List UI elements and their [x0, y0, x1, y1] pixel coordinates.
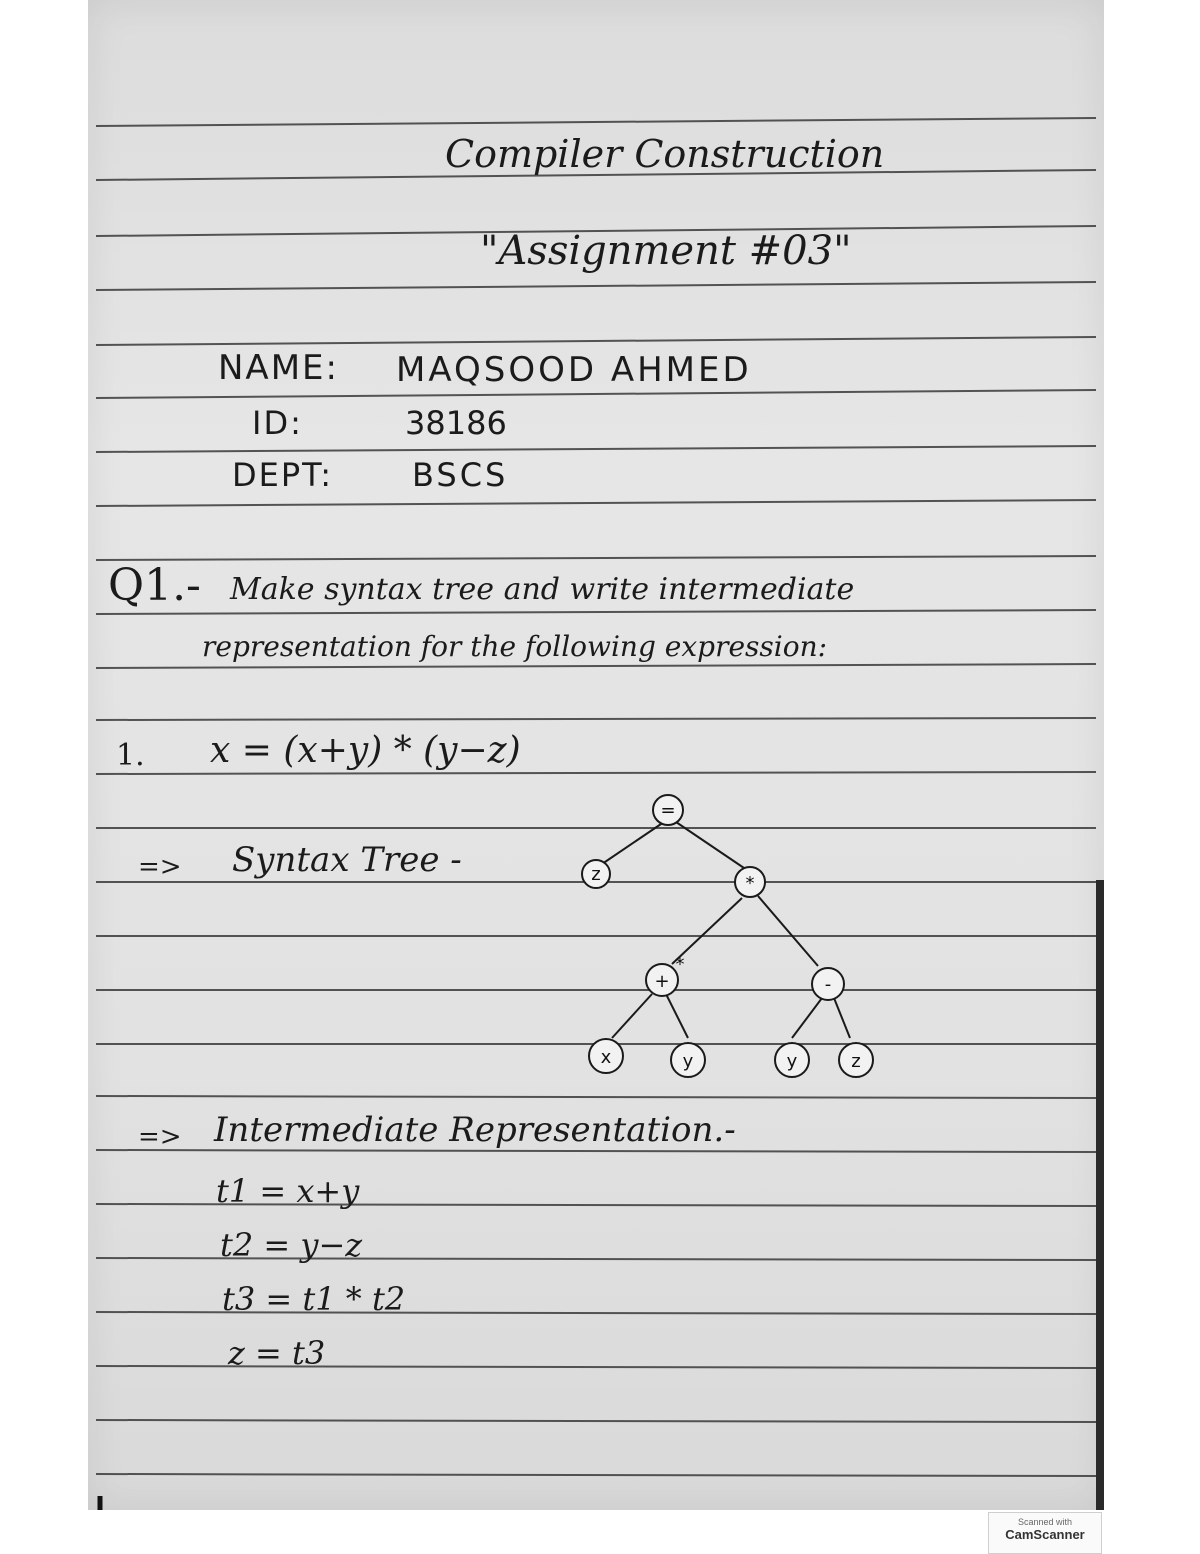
node-y1-label: y [682, 1051, 694, 1072]
ir-arrow: => [138, 1122, 182, 1152]
question-text-line1: Make syntax tree and write intermediate [230, 572, 855, 607]
node-assign-label: = [660, 800, 676, 821]
page-title: Compiler Construction [445, 132, 885, 176]
node-minus-label: - [824, 974, 832, 995]
dept-label: DEPT: [232, 456, 333, 494]
ir-line-3: t3 = t1 * t2 [222, 1280, 406, 1318]
id-value: 38186 [405, 404, 507, 442]
ir-line-1: t1 = x+y [216, 1172, 360, 1210]
ir-line-4: z = t3 [228, 1334, 326, 1372]
ir-label: Intermediate Representation.- [214, 1110, 736, 1150]
id-label: ID: [252, 404, 303, 442]
watermark-small-text: Scanned with [1017, 1517, 1073, 1527]
syntax-tree-label: Syntax Tree - [232, 840, 462, 880]
node-x-label: x [600, 1047, 612, 1068]
name-value: MAQSOOD AHMED [396, 350, 752, 390]
syntax-tree-arrow: => [138, 852, 182, 882]
exercise-expression: x = (x+y) * (y−z) [210, 730, 521, 771]
node-plus-label: + [654, 971, 670, 992]
question-label: Q1.- [108, 560, 201, 611]
camscanner-watermark [988, 1512, 1102, 1554]
name-label: NAME: [218, 348, 339, 388]
watermark-brand-text: CamScanner [1005, 1527, 1085, 1542]
exercise-number: 1. [116, 738, 145, 773]
node-z-left-label: z [591, 864, 601, 885]
node-z-label: z [851, 1051, 861, 1072]
assignment-heading: "Assignment #03" [480, 228, 852, 274]
question-text-line2: representation for the following expression: [202, 630, 828, 663]
syntax-tree-diagram [560, 780, 900, 1110]
node-multiply-label: * [745, 873, 755, 894]
dept-value: BSCS [412, 456, 509, 494]
tree-annotation-mark: * [675, 954, 685, 975]
ir-line-2: t2 = y−z [220, 1226, 363, 1264]
node-y2-label: y [786, 1051, 798, 1072]
